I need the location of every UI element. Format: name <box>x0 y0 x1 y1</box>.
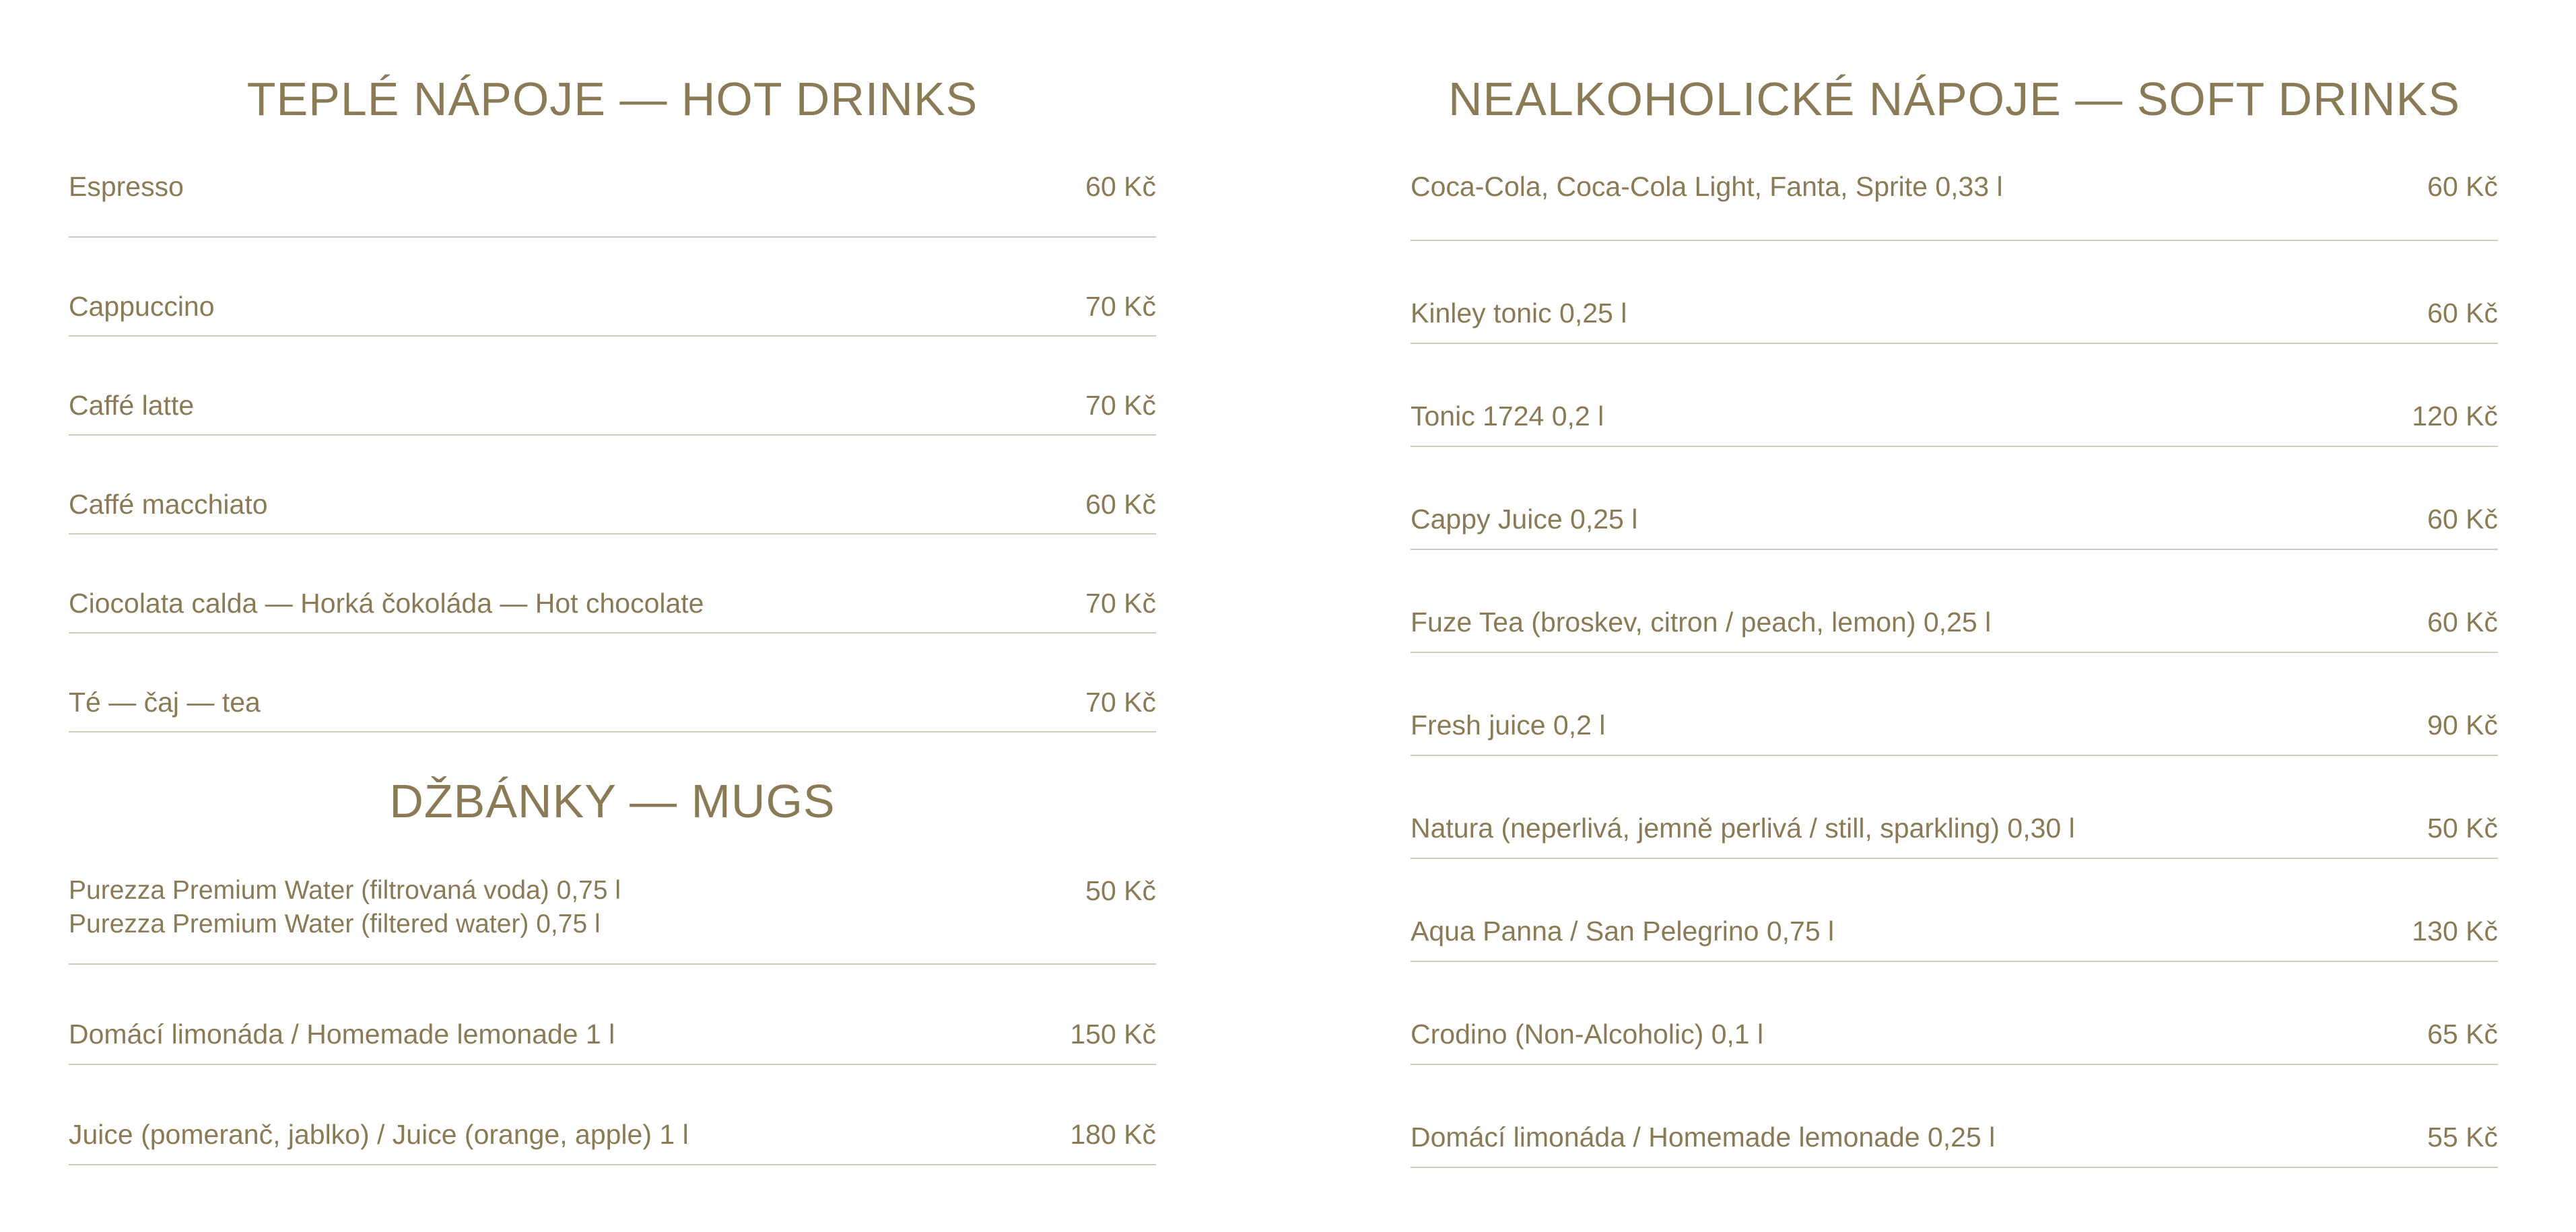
menu-item-name-line-1: Purezza Premium Water (filtrovaná voda) 0,75 l <box>69 876 621 905</box>
menu-item-hot-chocolate <box>69 535 1156 634</box>
menu-item-price: 55 Kč <box>2427 1122 2498 1153</box>
menu-item-espresso <box>69 170 1156 238</box>
menu-item-name: Domácí limonáda / Homemade lemonade 0,25 l <box>1411 1122 1996 1153</box>
menu-item-name: Fresh juice 0,2 l <box>1411 710 1606 741</box>
menu-item-tonic-1724 <box>1411 344 2498 447</box>
menu-item-price: 60 Kč <box>2427 504 2498 535</box>
menu-item-cappy-juice <box>1411 447 2498 550</box>
menu-item-purezza-water <box>69 874 1156 965</box>
menu-item-name: Natura (neperlivá, jemně perlivá / still, sparkling) 0,30 l <box>1411 813 2075 844</box>
menu-item-price: 60 Kč <box>2427 607 2498 638</box>
menu-item-price: 150 Kč <box>1070 1019 1156 1050</box>
menu-item-price: 130 Kč <box>2412 916 2498 947</box>
menu-item-price: 120 Kč <box>2412 401 2498 432</box>
menu-item-juice-jug <box>69 1065 1156 1165</box>
mugs-list <box>69 874 1156 1165</box>
menu-item-price: 50 Kč <box>2427 813 2498 844</box>
menu-item-price: 70 Kč <box>1085 291 1156 322</box>
hot-drinks-list <box>69 170 1156 732</box>
menu-item-price: 180 Kč <box>1070 1119 1156 1150</box>
menu-item-name <box>69 874 621 941</box>
menu-item-name: Crodino (Non-Alcoholic) 0,1 l <box>1411 1019 1764 1050</box>
menu-item-name: Espresso <box>69 171 184 202</box>
menu-item-name: Juice (pomeranč, jablko) / Juice (orange, apple) 1 l <box>69 1119 689 1150</box>
menu-item-name: Cappy Juice 0,25 l <box>1411 504 1638 535</box>
menu-item-price: 60 Kč <box>2427 171 2498 202</box>
menu-item-name: Aqua Panna / San Pelegrino 0,75 l <box>1411 916 1835 947</box>
menu-item-aqua-panna <box>1411 859 2498 962</box>
menu-item-kinley-tonic <box>1411 241 2498 344</box>
menu-item-caffe-macchiato <box>69 436 1156 535</box>
menu-item-name: Coca-Cola, Coca-Cola Light, Fanta, Sprite 0,33 l <box>1411 171 2003 202</box>
menu-item-tea <box>69 634 1156 732</box>
menu-item-name: Tonic 1724 0,2 l <box>1411 401 1604 432</box>
menu-item-price: 60 Kč <box>2427 298 2498 329</box>
menu-item-price: 60 Kč <box>1085 489 1156 520</box>
menu-item-name: Fuze Tea (broskev, citron / peach, lemon) 0,25 l <box>1411 607 1992 638</box>
menu-item-cappuccino <box>69 238 1156 337</box>
soft-drinks-heading: NEALKOHOLICKÉ NÁPOJE — SOFT DRINKS <box>1448 73 2461 125</box>
menu-item-name: Té — čaj — tea <box>69 687 261 718</box>
menu-item-homemade-lemonade-glass <box>1411 1065 2498 1168</box>
menu-item-caffe-latte <box>69 337 1156 436</box>
menu-item-fuze-tea <box>1411 550 2498 653</box>
menu-item-price: 70 Kč <box>1085 687 1156 718</box>
menu-item-natura <box>1411 756 2498 859</box>
menu-item-coca-cola <box>1411 170 2498 241</box>
menu-item-price: 70 Kč <box>1085 390 1156 421</box>
hot-drinks-heading: TEPLÉ NÁPOJE — HOT DRINKS <box>246 73 978 125</box>
menu-item-name: Caffé macchiato <box>69 489 268 520</box>
menu-item-price: 65 Kč <box>2427 1019 2498 1050</box>
soft-drinks-list <box>1411 170 2498 1168</box>
menu-item-homemade-lemonade <box>69 965 1156 1065</box>
menu-item-fresh-juice <box>1411 653 2498 756</box>
menu-item-name: Ciocolata calda — Horká čokoláda — Hot chocolate <box>69 588 704 619</box>
menu-item-price: 50 Kč <box>1085 875 1156 906</box>
menu-item-price: 70 Kč <box>1085 588 1156 619</box>
menu-item-name: Domácí limonáda / Homemade lemonade 1 l <box>69 1019 615 1050</box>
menu-item-price: 90 Kč <box>2427 710 2498 741</box>
menu-item-name-line-2: Purezza Premium Water (filtered water) 0,75 l <box>69 910 601 938</box>
menu-item-name: Kinley tonic 0,25 l <box>1411 298 1627 329</box>
mugs-heading: DŽBÁNKY — MUGS <box>389 775 836 827</box>
menu-item-price: 60 Kč <box>1085 171 1156 202</box>
menu-item-name: Cappuccino <box>69 291 215 322</box>
menu-item-crodino <box>1411 962 2498 1065</box>
menu-item-name: Caffé latte <box>69 390 195 421</box>
